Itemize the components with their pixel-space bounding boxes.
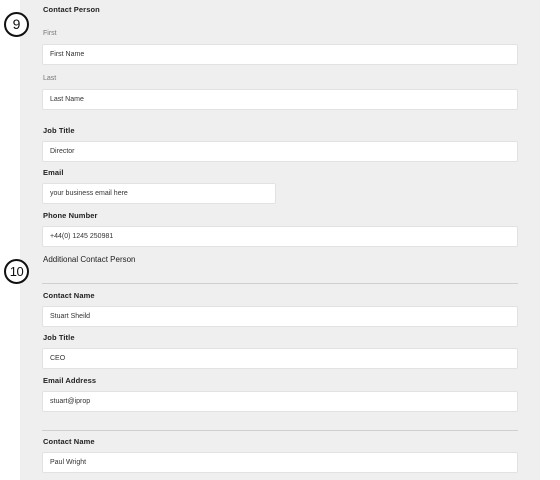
job-title-label: Job Title bbox=[43, 126, 75, 135]
additional-contact-heading: Additional Contact Person bbox=[43, 255, 136, 264]
job-title-input[interactable]: Director bbox=[42, 141, 518, 162]
contact-divider bbox=[42, 430, 518, 431]
contact-name-label: Contact Name bbox=[43, 291, 95, 300]
email-input[interactable]: your business email here bbox=[42, 183, 276, 204]
step-10-marker: 10 bbox=[4, 259, 29, 284]
contact-person-heading: Contact Person bbox=[43, 5, 100, 14]
email-address-input[interactable]: stuart@iprop bbox=[42, 391, 518, 412]
first-label: First bbox=[43, 30, 57, 37]
step-9-marker: 9 bbox=[4, 12, 29, 37]
first-name-input[interactable]: First Name bbox=[42, 44, 518, 65]
last-name-input[interactable]: Last Name bbox=[42, 89, 518, 110]
contact-name-input[interactable]: Stuart Sheild bbox=[42, 306, 518, 327]
email-label: Email bbox=[43, 168, 64, 177]
phone-number-input[interactable]: +44(0) 1245 250981 bbox=[42, 226, 518, 247]
section-divider bbox=[42, 283, 518, 284]
last-label: Last bbox=[43, 75, 57, 82]
phone-number-label: Phone Number bbox=[43, 211, 98, 220]
contact-name-input-2[interactable]: Paul Wright bbox=[42, 452, 518, 473]
contact-job-title-input[interactable]: CEO bbox=[42, 348, 518, 369]
contact-job-title-label: Job Title bbox=[43, 333, 75, 342]
email-address-label: Email Address bbox=[43, 376, 97, 385]
contact-name-label-2: Contact Name bbox=[43, 437, 95, 446]
